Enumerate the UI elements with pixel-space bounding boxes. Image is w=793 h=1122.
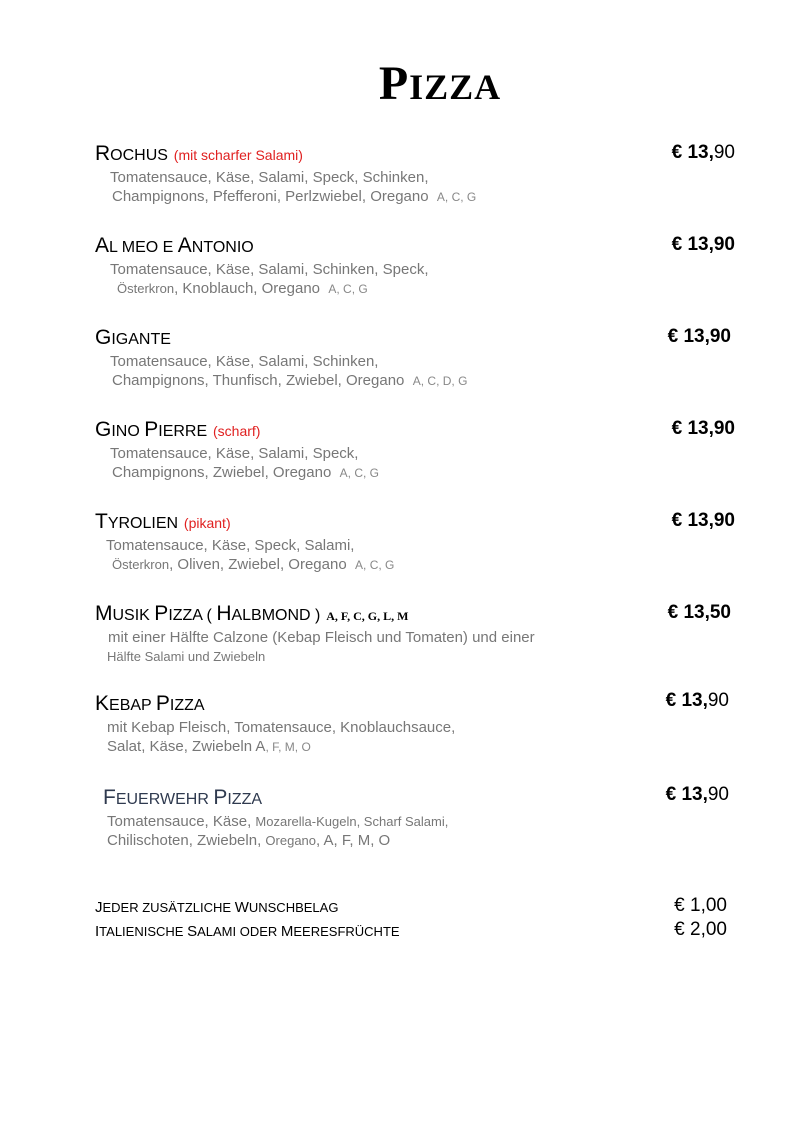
item-price: € 13,50	[667, 602, 731, 623]
item-price: € 13,90	[671, 234, 735, 255]
item-description-line2: Chilischoten, Zwiebeln, Oregano, A, F, M, O	[107, 832, 391, 849]
item-allergens: A, C, D, G	[412, 374, 468, 388]
item-description-line1: mit einer Hälfte Calzone (Kebap Fleisch und Tomaten) und einer	[108, 629, 535, 646]
item-description-line2: Österkron, Oliven, Zwiebel, Oregano A, C, G	[112, 556, 395, 573]
item-price: € 13,90	[671, 510, 735, 531]
menu-item-gino-pierre	[95, 418, 735, 483]
item-allergens: , F, M, O	[265, 740, 311, 754]
item-price: € 13,90	[665, 690, 729, 711]
item-allergens: A, C, G	[339, 466, 379, 480]
item-description-line2: Champignons, Zwiebel, Oregano A, C, G	[112, 464, 379, 481]
item-description-line2: Hälfte Salami und Zwiebeln	[107, 649, 266, 664]
item-name: GINO PIERRE (scharf)	[95, 418, 261, 441]
extra-row-salami-meeresfruechte: ITALIENISCHE SALAMI ODER MEERESFRÜCHTE € 2,00	[95, 919, 727, 940]
menu-item-feuerwehr-pizza	[95, 786, 735, 850]
extra-row-wunschbelag: JEDER ZUSÄTZLICHE WUNSCHBELAG € 1,00	[95, 895, 727, 916]
item-note: (pikant)	[183, 515, 231, 531]
item-description-line1: Tomatensauce, Käse, Salami, Schinken,	[110, 353, 379, 370]
menu-item-rochus	[95, 142, 735, 207]
item-price: € 13,90	[667, 326, 731, 347]
item-name: KEBAP PIZZA	[95, 692, 205, 715]
item-note: (scharf)	[213, 423, 261, 439]
item-description-line2: Salat, Käse, Zwiebeln A, F, M, O	[107, 738, 311, 755]
item-name: ROCHUS (mit scharfer Salami)	[95, 142, 303, 165]
item-description-line1: mit Kebap Fleisch, Tomatensauce, Knoblauchsauce,	[107, 719, 456, 736]
item-name: GIGANTE	[95, 326, 171, 349]
menu-item-gigante	[95, 326, 735, 391]
item-allergens: A, F, C, G, L, M	[326, 609, 409, 623]
item-description-line1: Tomatensauce, Käse, Speck, Salami,	[106, 537, 355, 554]
extra-price: € 2,00	[674, 919, 727, 940]
item-price: € 13,90	[671, 142, 735, 163]
extras-list	[95, 896, 735, 944]
menu-item-kebap-pizza	[95, 692, 735, 757]
item-description-line1: Tomatensauce, Käse, Salami, Speck, Schinken,	[110, 169, 429, 186]
item-name: TYROLIEN (pikant)	[95, 510, 231, 533]
item-description-line1: Tomatensauce, Käse, Mozarella-Kugeln, Scharf Salami,	[107, 813, 449, 830]
item-description-line2: Champignons, Pfefferoni, Perlzwiebel, Oregano A, C, G	[112, 188, 477, 205]
item-description-line1: Tomatensauce, Käse, Salami, Speck,	[110, 445, 359, 462]
item-name: MUSIK PIZZA ( HALBMOND ) A, F, C, G, L, M	[95, 602, 409, 625]
menu-item-tyrolien	[95, 510, 735, 575]
item-price: € 13,90	[671, 418, 735, 439]
item-description-line1: Tomatensauce, Käse, Salami, Schinken, Speck,	[110, 261, 429, 278]
menu-item-musik-pizza	[95, 602, 735, 666]
item-allergens: A, C, G	[328, 282, 368, 296]
item-name: AL MEO E ANTONIO	[95, 234, 254, 257]
item-name: FEUERWEHR PIZZA	[103, 786, 263, 809]
item-allergens: A, C, G	[355, 558, 395, 572]
menu-item-al-meo-e-antonio	[95, 234, 735, 299]
page-title: PIZZA	[378, 57, 502, 110]
item-price: € 13,90	[665, 784, 729, 805]
item-allergens: A, C, G	[436, 190, 477, 204]
extra-price: € 1,00	[674, 895, 727, 916]
item-description-line2: Österkron, Knoblauch, Oregano A, C, G	[117, 280, 368, 297]
item-note: (mit scharfer Salami)	[173, 147, 303, 163]
item-description-line2: Champignons, Thunfisch, Zwiebel, Oregano A, C, D, G	[112, 372, 468, 389]
